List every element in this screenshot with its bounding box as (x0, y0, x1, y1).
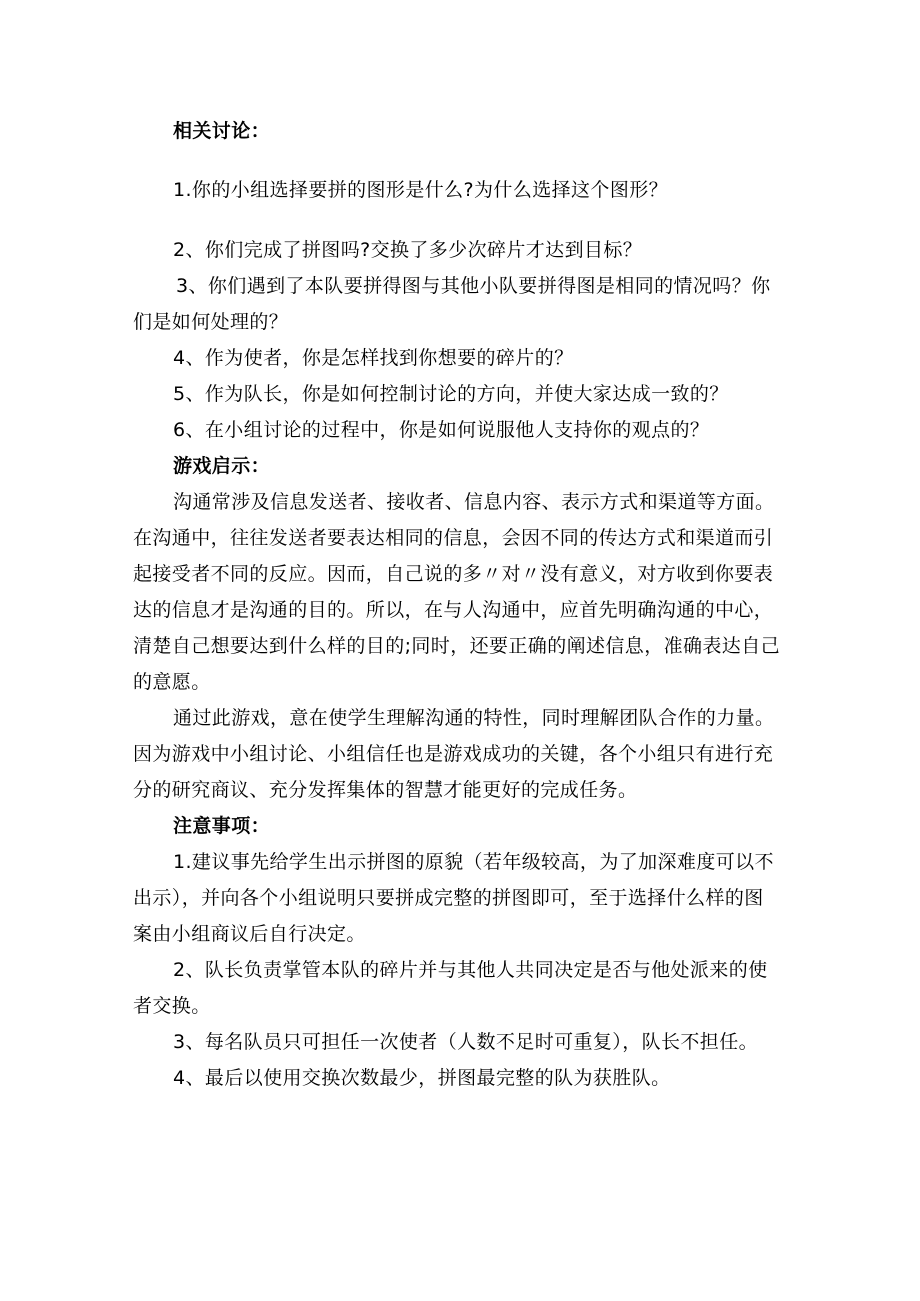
notes-item-4: 4、最后以使用交换次数最少，拼图最完整的队为获胜队。 (173, 1067, 671, 1089)
discussion-heading: 相关讨论： (173, 120, 271, 142)
discussion-question-2: 2、你们完成了拼图吗?交换了多少次碎片才达到目标？ (173, 239, 643, 261)
insight-paragraph-1-line: 在沟通中，往往发送者要表达相同的信息，会因不同的传达方式和渠道而引 (133, 527, 774, 549)
notes-item-1-line: 出示），并向各个小组说明只要拼成完整的拼图即可，至于选择什么样的图 (133, 887, 764, 909)
notes-item-2-line: 者交换。 (133, 995, 211, 1017)
notes-heading: 注意事项： (173, 815, 271, 837)
insight-paragraph-1-line: 沟通常涉及信息发送者、接收者、信息内容、表示方式和渠道等方面。 (173, 491, 775, 513)
insight-paragraph-1-line: 达的信息才是沟通的目的。所以，在与人沟通中，应首先明确沟通的中心， (133, 599, 774, 621)
insight-paragraph-2-line: 因为游戏中小组讨论、小组信任也是游戏成功的关键，各个小组只有进行充 (133, 743, 774, 765)
discussion-question-6: 6、在小组讨论的过程中，你是如何说服他人支持你的观点的？ (173, 419, 710, 441)
discussion-question-3-line-2: 们是如何处理的？ (133, 311, 289, 333)
discussion-question-4: 4、作为使者，你是怎样找到你想要的碎片的？ (173, 347, 574, 369)
insight-heading: 游戏启示： (173, 455, 271, 477)
insight-paragraph-1-line: 的意愿。 (133, 671, 211, 693)
notes-item-2-line: 2、队长负责掌管本队的碎片并与其他人共同决定是否与他处派来的使 (173, 959, 768, 981)
insight-paragraph-2-line: 分的研究商议、充分发挥集体的智慧才能更好的完成任务。 (133, 779, 638, 801)
notes-item-1-line: 案由小组商议后自行决定。 (133, 923, 366, 945)
insight-paragraph-2-line: 通过此游戏，意在使学生理解沟通的特性，同时理解团队合作的力量。 (173, 707, 775, 729)
notes-item-1-line: 1.建议事先给学生出示拼图的原貌（若年级较高，为了加深难度可以不 (173, 851, 774, 873)
notes-item-3: 3、每名队员只可担任一次使者（人数不足时可重复），队长不担任。 (173, 1031, 758, 1053)
discussion-question-5: 5、作为队长，你是如何控制讨论的方向，并使大家达成一致的？ (173, 383, 729, 405)
insight-paragraph-1-line: 起接受者不同的反应。因而，自己说的多〃对〃没有意义，对方收到你要表 (133, 563, 774, 585)
insight-paragraph-1-line: 清楚自己想要达到什么样的目的;同时，还要正确的阐述信息，准确表达自己 (133, 635, 781, 657)
discussion-question-3-line-1: 3、你们遇到了本队要拼得图与其他小队要拼得图是相同的情况吗？你 (176, 275, 771, 297)
discussion-question-1: 1.你的小组选择要拼的图形是什么?为什么选择这个图形？ (173, 179, 669, 201)
